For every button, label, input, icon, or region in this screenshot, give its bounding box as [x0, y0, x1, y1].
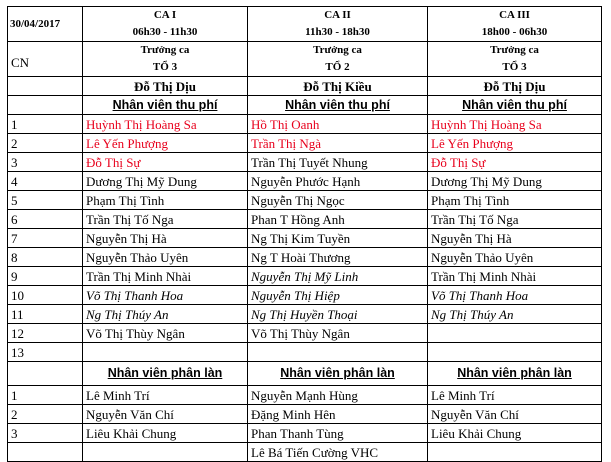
row-number: 11	[8, 305, 83, 324]
toll-staff-name-shift-3: Trần Thị Minh Nhài	[428, 267, 602, 286]
row-number: 2	[8, 134, 83, 153]
toll-staff-name-shift-3: Phạm Thị Tình	[428, 191, 602, 210]
toll-staff-name-shift-1: Nguyễn Thị Hà	[83, 229, 248, 248]
lead-row	[8, 42, 602, 77]
shift-1-lane-header: Nhân viên phân làn	[83, 362, 248, 386]
shift-2-leader: Đỗ Thị Kiều	[248, 77, 428, 96]
row-number: 12	[8, 324, 83, 343]
lane-staff-row	[8, 443, 602, 462]
row-number: 10	[8, 286, 83, 305]
lane-staff-body	[8, 386, 602, 462]
toll-staff-name-shift-2: Trần Thị Tuyết Nhung	[248, 153, 428, 172]
lane-staff-name-shift-3: Nguyễn Văn Chí	[428, 405, 602, 424]
toll-staff-row	[8, 324, 602, 343]
toll-staff-row	[8, 115, 602, 134]
toll-staff-name-shift-1: Dương Thị Mỹ Dung	[83, 172, 248, 191]
toll-staff-row	[8, 134, 602, 153]
toll-staff-row	[8, 267, 602, 286]
toll-staff-name-shift-3: Dương Thị Mỹ Dung	[428, 172, 602, 191]
toll-staff-name-shift-2: Hồ Thị Oanh	[248, 115, 428, 134]
day-cell: CN	[8, 42, 83, 77]
toll-staff-name-shift-1: Lê Yến Phượng	[83, 134, 248, 153]
toll-staff-body	[8, 115, 602, 362]
toll-staff-name-shift-2	[248, 343, 428, 362]
row-number: 6	[8, 210, 83, 229]
toll-staff-row	[8, 172, 602, 191]
toll-header-row	[8, 96, 602, 115]
lane-staff-name-shift-2: Lê Bá Tiến Cường VHC	[248, 443, 428, 462]
toll-staff-name-shift-3: Lê Yến Phượng	[428, 134, 602, 153]
toll-staff-row	[8, 153, 602, 172]
lane-staff-row	[8, 424, 602, 443]
toll-staff-name-shift-1: Đỗ Thị Sự	[83, 153, 248, 172]
row-number: 13	[8, 343, 83, 362]
toll-staff-row	[8, 248, 602, 267]
roster-table	[7, 6, 602, 462]
lane-staff-row	[8, 386, 602, 405]
toll-staff-name-shift-1: Võ Thị Thùy Ngân	[83, 324, 248, 343]
toll-staff-name-shift-2: Phan T Hồng Anh	[248, 210, 428, 229]
shift-1-header: CA I 06h30 - 11h30	[83, 7, 248, 42]
toll-staff-row	[8, 191, 602, 210]
row-number: 3	[8, 424, 83, 443]
toll-staff-name-shift-2: Ng Thị Kim Tuyền	[248, 229, 428, 248]
toll-staff-name-shift-1: Huỳnh Thị Hoàng Sa	[83, 115, 248, 134]
shift-1-toll-header: Nhân viên thu phí	[83, 96, 248, 115]
shift-1-leader: Đỗ Thị Dịu	[83, 77, 248, 96]
toll-staff-name-shift-3: Nguyễn Thảo Uyên	[428, 248, 602, 267]
lane-staff-name-shift-2: Phan Thanh Tùng	[248, 424, 428, 443]
row-number: 3	[8, 153, 83, 172]
lane-staff-name-shift-2: Nguyễn Mạnh Hùng	[248, 386, 428, 405]
row-number: 4	[8, 172, 83, 191]
row-number: 8	[8, 248, 83, 267]
shift-3-lane-header: Nhân viên phân làn	[428, 362, 602, 386]
toll-staff-name-shift-3: Võ Thị Thanh Hoa	[428, 286, 602, 305]
row-number: 5	[8, 191, 83, 210]
lane-staff-name-shift-3	[428, 443, 602, 462]
row-number: 1	[8, 386, 83, 405]
shift-1-lead: Trưởng ca TỔ 3	[83, 42, 248, 77]
leader-row	[8, 77, 602, 96]
toll-staff-name-shift-3	[428, 343, 602, 362]
empty-cell	[8, 96, 83, 115]
toll-staff-name-shift-3: Ng Thị Thúy An	[428, 305, 602, 324]
toll-staff-name-shift-3	[428, 324, 602, 343]
toll-staff-name-shift-1: Nguyễn Thảo Uyên	[83, 248, 248, 267]
shift-3-leader: Đỗ Thị Dịu	[428, 77, 602, 96]
toll-staff-name-shift-1: Ng Thị Thúy An	[83, 305, 248, 324]
toll-staff-name-shift-3: Nguyễn Thị Hà	[428, 229, 602, 248]
toll-staff-name-shift-2: Ng T Hoài Thương	[248, 248, 428, 267]
toll-staff-name-shift-3: Trần Thị Tố Nga	[428, 210, 602, 229]
toll-staff-row	[8, 305, 602, 324]
lane-staff-name-shift-1	[83, 443, 248, 462]
row-number: 2	[8, 405, 83, 424]
toll-staff-name-shift-3: Đỗ Thị Sự	[428, 153, 602, 172]
toll-staff-name-shift-2: Nguyễn Thị Hiệp	[248, 286, 428, 305]
shift-2-lead: Trưởng ca TỔ 2	[248, 42, 428, 77]
toll-staff-row	[8, 229, 602, 248]
toll-staff-name-shift-2: Nguyễn Phước Hạnh	[248, 172, 428, 191]
date-cell: 30/04/2017	[8, 7, 83, 42]
toll-staff-name-shift-3: Huỳnh Thị Hoàng Sa	[428, 115, 602, 134]
shift-3-toll-header: Nhân viên thu phí	[428, 96, 602, 115]
row-number: 9	[8, 267, 83, 286]
lane-staff-name-shift-2: Đặng Minh Hên	[248, 405, 428, 424]
toll-staff-name-shift-2: Nguyễn Thị Mỹ Linh	[248, 267, 428, 286]
shift-2-header: CA II 11h30 - 18h30	[248, 7, 428, 42]
row-number: 7	[8, 229, 83, 248]
shift-3-lead: Trưởng ca TỔ 3	[428, 42, 602, 77]
shift-2-lane-header: Nhân viên phân làn	[248, 362, 428, 386]
lane-staff-row	[8, 405, 602, 424]
toll-staff-name-shift-1	[83, 343, 248, 362]
toll-staff-row	[8, 286, 602, 305]
toll-staff-row	[8, 343, 602, 362]
toll-staff-name-shift-1: Võ Thị Thanh Hoa	[83, 286, 248, 305]
toll-staff-name-shift-2: Ng Thị Huyền Thoại	[248, 305, 428, 324]
lane-staff-name-shift-3: Liêu Khải Chung	[428, 424, 602, 443]
lane-header-row	[8, 362, 602, 386]
lane-staff-name-shift-3: Lê Minh Trí	[428, 386, 602, 405]
shift-3-header: CA III 18h00 - 06h30	[428, 7, 602, 42]
toll-staff-name-shift-1: Trần Thị Minh Nhài	[83, 267, 248, 286]
empty-cell	[8, 77, 83, 96]
toll-staff-name-shift-2: Võ Thị Thùy Ngân	[248, 324, 428, 343]
shift-2-toll-header: Nhân viên thu phí	[248, 96, 428, 115]
empty-cell	[8, 362, 83, 386]
lane-staff-name-shift-1: Nguyễn Văn Chí	[83, 405, 248, 424]
toll-staff-row	[8, 210, 602, 229]
lane-staff-name-shift-1: Liêu Khải Chung	[83, 424, 248, 443]
toll-staff-name-shift-1: Phạm Thị Tình	[83, 191, 248, 210]
row-number	[8, 443, 83, 462]
toll-staff-name-shift-1: Trần Thị Tố Nga	[83, 210, 248, 229]
lane-staff-name-shift-1: Lê Minh Trí	[83, 386, 248, 405]
toll-staff-name-shift-2: Nguyễn Thị Ngọc	[248, 191, 428, 210]
toll-staff-name-shift-2: Trần Thị Ngà	[248, 134, 428, 153]
row-number: 1	[8, 115, 83, 134]
shift-header-row	[8, 7, 602, 42]
